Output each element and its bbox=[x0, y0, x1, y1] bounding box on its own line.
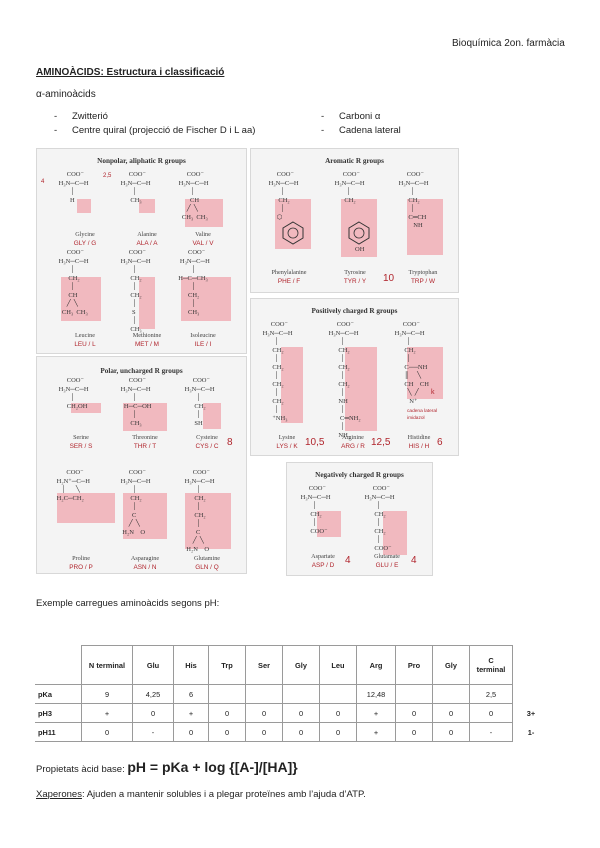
benzene-ring-icon bbox=[281, 221, 305, 245]
section-title bbox=[36, 67, 224, 78]
aa-name: Phenylalanine bbox=[271, 269, 307, 276]
aa-name: Threonine bbox=[132, 434, 158, 441]
aa-name: Proline bbox=[72, 555, 90, 562]
pka-annotation: 4 bbox=[345, 555, 351, 566]
column-header: His bbox=[174, 646, 209, 685]
panel-title: Negatively charged R groups bbox=[315, 471, 404, 479]
aa-name: Isoleucine bbox=[190, 332, 216, 339]
column-header: Arg bbox=[357, 646, 396, 685]
pka-annotation: 10,5 bbox=[305, 437, 325, 448]
panel-title: Nonpolar, aliphatic R groups bbox=[97, 157, 186, 165]
aa-code: PRO / P bbox=[69, 564, 93, 571]
aa-code: ILE / I bbox=[194, 341, 212, 348]
amino-acid-figure bbox=[36, 148, 460, 576]
panel-title: Positively charged R groups bbox=[311, 307, 398, 315]
aa-name: Aspartate bbox=[311, 553, 335, 560]
aa-name: Tyrosine bbox=[344, 269, 366, 276]
structure-leucine: COO⁻ H₃N─C─H │ CH₂ │ CH ╱ ╲ CH₃ CH₃ bbox=[58, 249, 89, 316]
aa-code: ARG / R bbox=[341, 443, 365, 450]
panel-negative bbox=[286, 462, 433, 576]
structure-asparagine: COO⁻ H₃N─C─H │ CH₂ │ C ╱ ╲ H₂N O bbox=[120, 469, 151, 536]
aa-code: TYR / Y bbox=[343, 278, 367, 285]
structure-histidine: COO⁻ H₃N─C─H │ CH₂ │ C──NH ║ ╲ CH CH ╲ ╱ N⁺ bbox=[394, 321, 429, 405]
panel-polar bbox=[36, 356, 247, 574]
aa-code: ASN / N bbox=[133, 564, 157, 571]
structure-lysine: COO⁻ H₃N─C─H │ CH₂ │ CH₂ │ CH₂ │ CH₂ │ ⁺NH₃ bbox=[262, 321, 293, 422]
bullet-right-2: - Cadena lateral bbox=[321, 125, 401, 136]
imidazole-note: cadena lateral bbox=[407, 409, 438, 414]
structure-valine: COO⁻ H₃N─C─H │ CH ╱ ╲ CH₃ CH₃ bbox=[178, 171, 209, 221]
aa-code: LYS / K bbox=[276, 443, 298, 450]
column-header: Gly bbox=[433, 646, 470, 685]
panel-positive bbox=[250, 298, 459, 456]
aa-code: ASP / D bbox=[311, 562, 335, 569]
aa-name: Cysteine bbox=[196, 434, 218, 441]
aa-code: PHE / F bbox=[277, 278, 301, 285]
imidazole-mark: k bbox=[431, 389, 435, 396]
aa-code: GLN / Q bbox=[195, 564, 219, 571]
title-rest: : Estructura i classificació bbox=[100, 67, 225, 78]
panel-title: Aromatic R groups bbox=[325, 157, 384, 165]
structure-glycine: COO⁻ H₃N─C─H │ H bbox=[58, 171, 89, 204]
subtitle: α-aminoàcids bbox=[36, 89, 96, 100]
pka-annotation: 8 bbox=[227, 437, 233, 448]
structure-proline: COO⁻ H₂N⁺─C─H │ ╲ H₂C─CH₂ bbox=[56, 469, 90, 502]
column-header: Trp bbox=[209, 646, 246, 685]
aa-name: Arginine bbox=[342, 434, 364, 441]
aa-name: Glutamine bbox=[193, 555, 221, 562]
column-header: N terminal bbox=[82, 646, 133, 685]
panel-title: Polar, uncharged R groups bbox=[100, 367, 183, 375]
aa-code: ALA / A bbox=[136, 240, 158, 247]
aa-code: VAL / V bbox=[192, 240, 214, 247]
running-header: Bioquímica 2on. farmàcia bbox=[452, 38, 565, 49]
title-main: AMINOÀCIDS bbox=[36, 67, 101, 78]
imidazole-note: imidazol bbox=[407, 416, 425, 421]
column-header: Gly bbox=[283, 646, 320, 685]
structure-tyrosine: COO⁻ H₃N─C─H │ CH₂ bbox=[334, 171, 365, 204]
row-total: 1- bbox=[527, 727, 535, 737]
bullet-right-1: - Carboni α bbox=[321, 111, 381, 122]
aa-code: THR / T bbox=[133, 443, 157, 450]
panel-nonpolar bbox=[36, 148, 247, 354]
structure-tryptophan: COO⁻ H₃N─C─H │ CH₂ │ C═CH NH bbox=[398, 171, 429, 229]
structure-arginine: COO⁻ H₃N─C─H │ CH₂ │ CH₂ │ CH₂ │ NH │ C═NH₂ │ NH₂ bbox=[328, 321, 361, 439]
aa-name: Glycine bbox=[75, 231, 95, 238]
column-header: Ser bbox=[246, 646, 283, 685]
chaperones-term: Xaperones bbox=[36, 789, 82, 800]
pka-annotation: 6 bbox=[437, 437, 443, 448]
corner-mark: 4 bbox=[41, 179, 45, 185]
structure-methionine: COO⁻ H₃N─C─H │ CH₂ │ CH₂ │ S │ CH₃ bbox=[120, 249, 151, 333]
table-row: pKa 9 4,25 6 12,48 2,5 bbox=[35, 685, 549, 704]
bullet-left-2: - Centre quiral (projecció de Fischer D i L aa) bbox=[54, 125, 256, 136]
structure-serine: COO⁻ H₃N─C─H │ CH₂OH bbox=[58, 377, 89, 410]
aa-name: Serine bbox=[73, 434, 89, 441]
structure-threonine: COO⁻ H₃N─C─H │ H─C─OH │ CH₃ bbox=[120, 377, 152, 427]
aa-name: Tryptophan bbox=[408, 269, 438, 276]
panel-aromatic: Aromatic R groups COO⁻ H₃N─C─H │ CH₂ │ ⬡ Phenylalanine PHE / F COO⁻ H₃N─C─H │ CH₂ OH Tyrosine TYR / Y 10 COO⁻ H₃N─C─H │ CH₂ │ C═CH NH Tryptophan TRP / W bbox=[250, 148, 459, 293]
henderson-hasselbalch-formula: pH = pKa + log {[A-]/[HA]} bbox=[127, 759, 298, 775]
column-header: Pro bbox=[396, 646, 433, 685]
chaperones-note: Xaperones: Ajuden a mantenir solubles i a plegar proteïnes amb l’ajuda d’ATP. bbox=[36, 789, 366, 800]
aa-name: Lysine bbox=[278, 434, 296, 441]
table-header-row bbox=[35, 646, 549, 685]
pka-annotation: 4 bbox=[411, 555, 417, 566]
aa-name: Leucine bbox=[75, 332, 95, 339]
aa-code: CYS / C bbox=[195, 443, 219, 450]
structure-glutamine: COO⁻ H₃N─C─H │ CH₂ │ CH₂ │ C ╱ ╲ H₂N O bbox=[184, 469, 215, 553]
structure-aspartate: COO⁻ H₃N─C─H │ CH₂ │ COO⁻ bbox=[300, 485, 331, 535]
structure-glutamate: COO⁻ H₃N─C─H │ CH₂ │ CH₂ │ COO⁻ bbox=[364, 485, 395, 552]
aa-name: Alanine bbox=[137, 231, 157, 238]
example-label: Exemple carregues aminoàcids segons pH: bbox=[36, 598, 220, 609]
acid-base-properties: Propietats àcid base: pH = pKa + log {[A-]/[HA]} bbox=[36, 759, 298, 775]
structure-isoleucine: COO⁻ H₃N─C─H │ H─C─CH₃ │ CH₂ │ CH₃ bbox=[178, 249, 210, 316]
pka-annotation: 10 bbox=[383, 273, 395, 284]
aa-code: GLY / G bbox=[73, 240, 97, 247]
aa-code: MET / M bbox=[134, 341, 160, 348]
table-row: pH3 + 0 + 0 0 0 0 + 0 0 0 3+ bbox=[35, 704, 549, 723]
corner-mark: 2,5 bbox=[103, 173, 112, 179]
column-header: Glu bbox=[133, 646, 174, 685]
aa-code: TRP / W bbox=[410, 278, 436, 285]
aa-name: Valine bbox=[195, 231, 211, 238]
aa-code: LEU / L bbox=[74, 341, 96, 348]
structure-cysteine: COO⁻ H₃N─C─H │ CH₂ │ SH bbox=[184, 377, 215, 427]
column-header: Leu bbox=[320, 646, 357, 685]
aa-name: Methionine bbox=[132, 332, 162, 339]
table-row: pH11 0 - 0 0 0 0 0 + 0 0 - 1- bbox=[35, 723, 549, 742]
phenol-ring-icon bbox=[347, 221, 371, 245]
structure-alanine: COO⁻ H₃N─C─H │ CH₃ bbox=[120, 171, 151, 204]
bullet-left-1: - Zwitterió bbox=[54, 111, 108, 122]
pka-annotation: 12,5 bbox=[371, 437, 391, 448]
aa-name: Histidine bbox=[407, 434, 431, 441]
aa-code: HIS / H bbox=[408, 443, 430, 450]
row-total: 3+ bbox=[526, 708, 536, 718]
charge-table bbox=[35, 645, 549, 742]
aa-name: Asparagine bbox=[130, 555, 160, 562]
aa-code: GLU / E bbox=[375, 562, 399, 569]
structure-phenylalanine: COO⁻ H₃N─C─H │ CH₂ │ ⬡ bbox=[268, 171, 299, 221]
aa-name: Glutamate bbox=[374, 553, 400, 560]
column-header: C terminal bbox=[470, 646, 513, 685]
aa-code: SER / S bbox=[69, 443, 93, 450]
